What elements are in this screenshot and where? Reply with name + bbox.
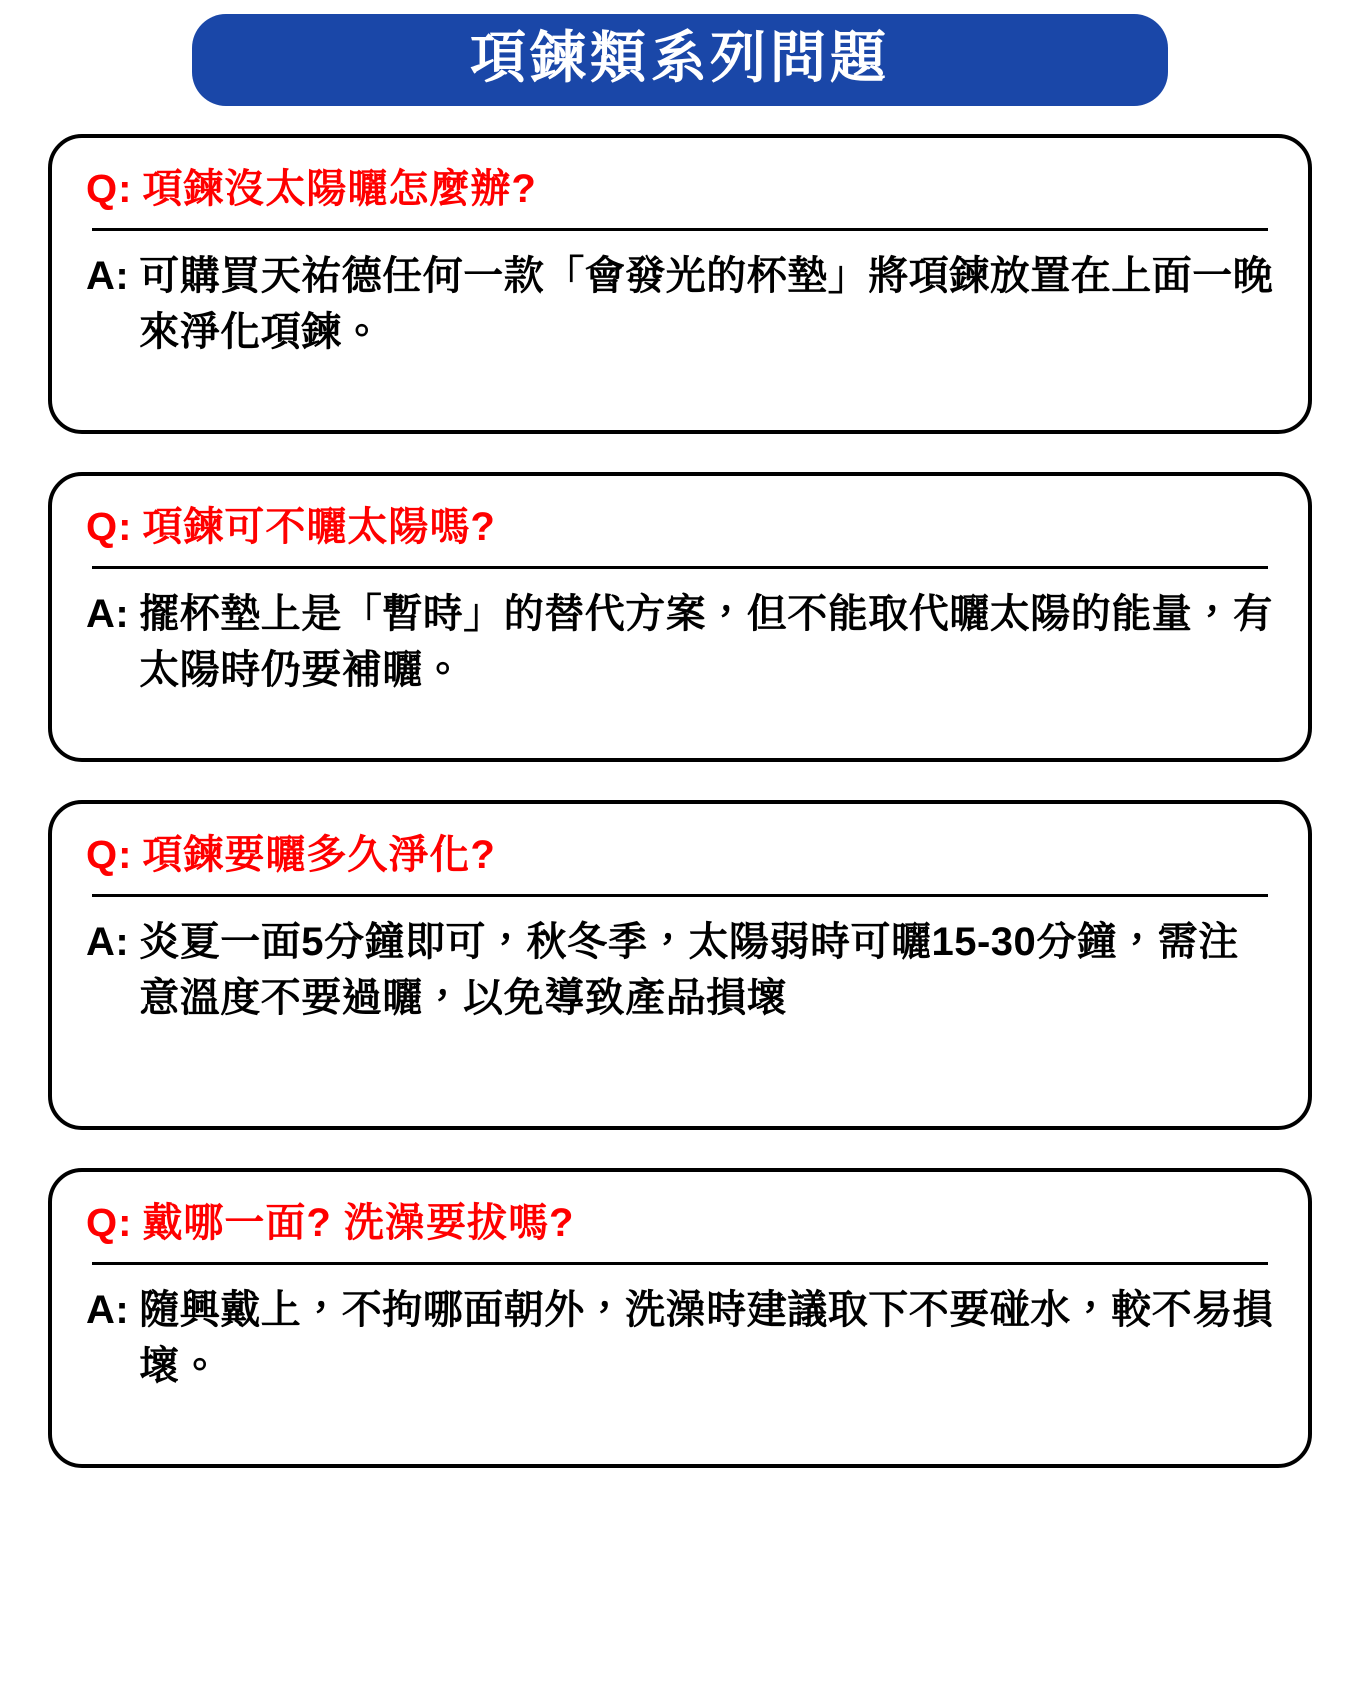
faq-card-list [0,134,1360,1468]
answer-row [86,249,1274,359]
answer-text: 隨興戴上，不拘哪面朝外，洗澡時建議取下不要碰水，較不易損壞。 [139,1288,1274,1388]
question-text: 項鍊要曬多久淨化? [142,833,496,878]
faq-card [48,134,1312,434]
answer-row [86,1283,1274,1393]
faq-card [48,1168,1312,1468]
title-banner-container [0,0,1360,106]
question-row [86,502,1274,552]
answer-prefix-label: A: [86,920,130,965]
card-divider [92,566,1268,569]
answer-text: 擺杯墊上是「暫時」的替代方案，但不能取代曬太陽的能量，有太陽時仍要補曬。 [139,592,1274,692]
question-row [86,164,1274,214]
page-title: 項鍊類系列問題 [192,14,1168,106]
answer-text: 可購買天祐德任何一款「會發光的杯墊」將項鍊放置在上面一晚來淨化項鍊。 [139,254,1274,354]
question-row [86,830,1274,880]
faq-card [48,472,1312,762]
question-row [86,1198,1274,1248]
question-prefix-label: Q: [86,833,133,878]
answer-text: 炎夏一面5分鐘即可，秋冬季，太陽弱時可曬15-30分鐘，需注意溫度不要過曬，以免導致產品損壞 [139,920,1239,1020]
question-text: 項鍊可不曬太陽嗎? [142,505,496,550]
answer-prefix-label: A: [86,1288,130,1333]
question-prefix-label: Q: [86,1201,133,1246]
answer-prefix-label: A: [86,254,130,299]
question-prefix-label: Q: [86,505,133,550]
question-text: 項鍊沒太陽曬怎麼辦? [142,167,537,212]
card-divider [92,1262,1268,1265]
question-text: 戴哪一面? 洗澡要拔嗎? [142,1201,575,1246]
card-divider [92,894,1268,897]
answer-row [86,587,1274,697]
answer-row [86,915,1274,1025]
answer-prefix-label: A: [86,592,130,637]
question-prefix-label: Q: [86,167,133,212]
faq-card [48,800,1312,1130]
card-divider [92,228,1268,231]
